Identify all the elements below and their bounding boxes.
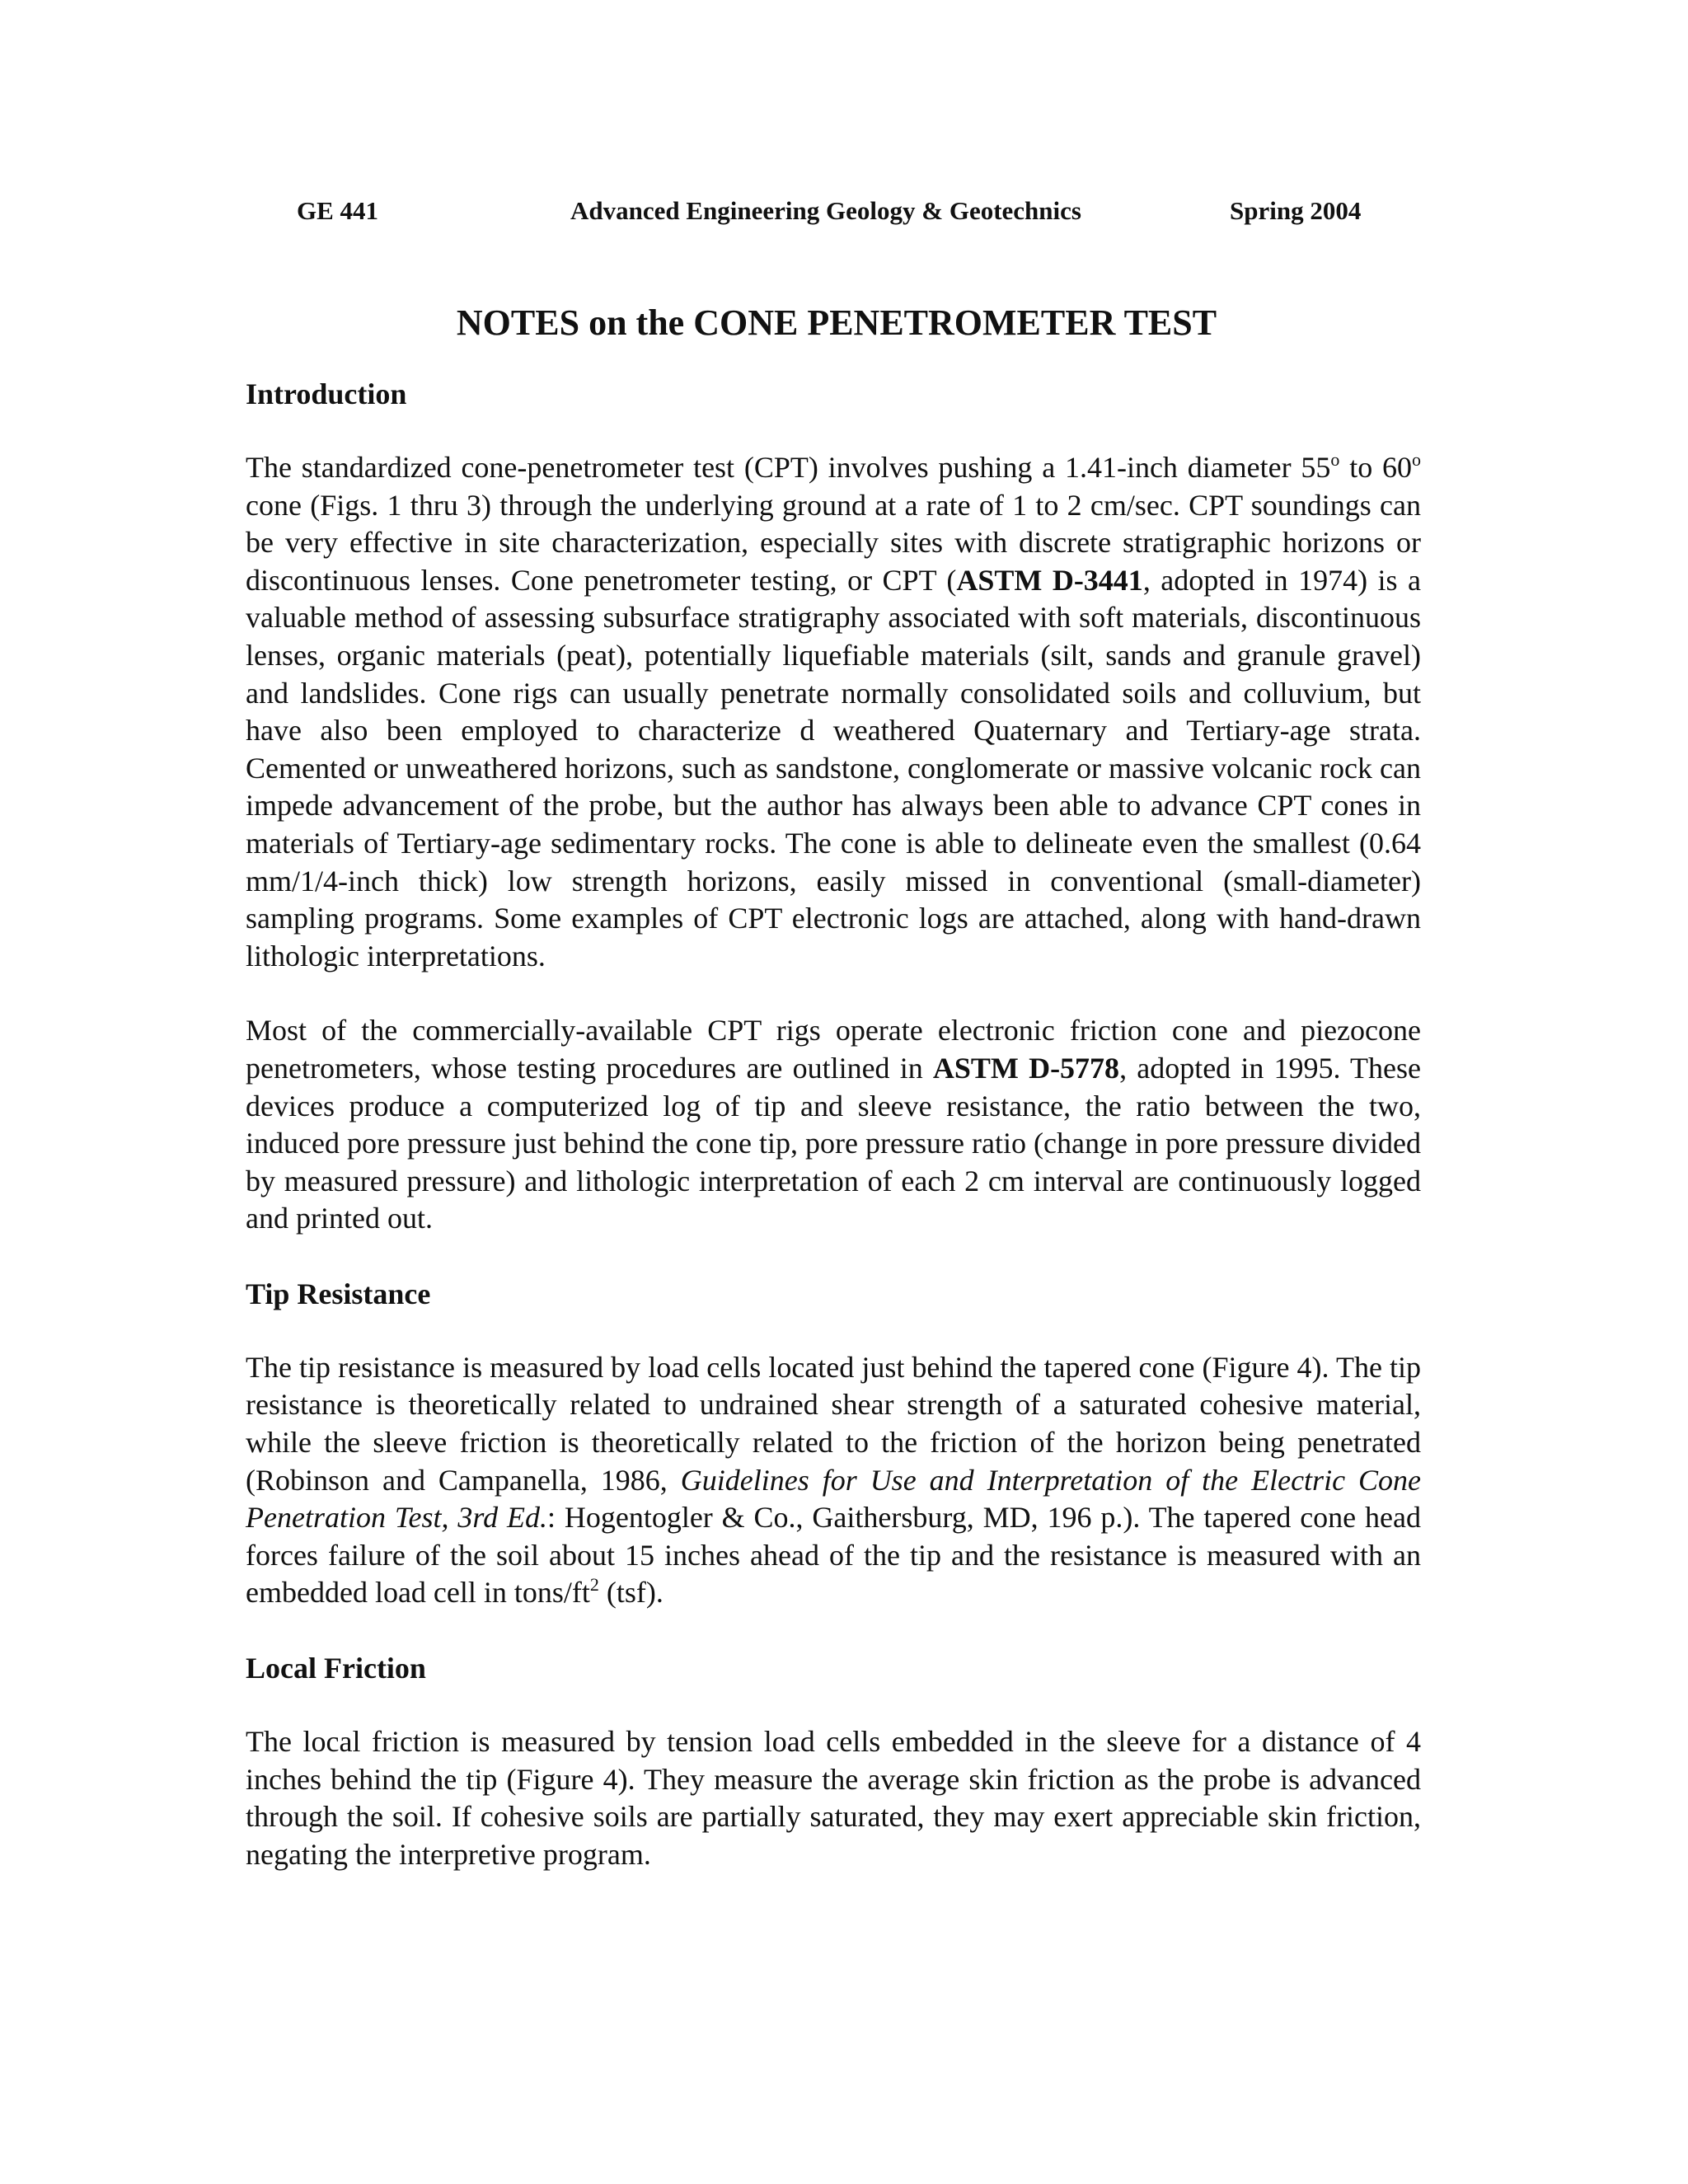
- paragraph-introduction-1: [246, 449, 1421, 975]
- paragraph-local-friction: The local friction is measured by tension load cells embedded in the sleeve for a distance of 4 inches behind the tip (Figure 4). They measure the average skin friction as the probe is advanced through the soil. If cohesive soils are partially saturated, they may exert appreciable skin friction, negating the interpretive program.: [246, 1725, 1421, 1871]
- term-label: Spring 2004: [1230, 196, 1362, 225]
- course-code: GE 441: [297, 196, 379, 225]
- paragraph-introduction-2: [246, 1012, 1421, 1238]
- section-heading-local-friction: Local Friction: [246, 1652, 426, 1685]
- text-run: Most of the commercially-available CPT rigs operate electronic friction cone and piezocone penetrometers, whose testing procedures are outlined in: [246, 1014, 1421, 1085]
- text-run: : Hogentogler & Co., Gaithersburg, MD, 196 p.). The tapered cone head forces failure of the soil about 15 inches ahead of the tip and the resistance is measured with an embedded load cell in tons/ft: [246, 1501, 1421, 1610]
- section-heading-introduction: Introduction: [246, 377, 407, 410]
- astm-reference: ASTM D-5778: [932, 1051, 1120, 1085]
- text-run: cone (Figs. 1 thru 3) through the underlying ground at a rate of 1 to 2 cm/sec. CPT soundings can be very effective in site characterization, especially sites with discrete stratigraphic horizons or discontinuous lenses. Cone penetrometer testing, or CPT (: [246, 488, 1421, 597]
- citation-title: Guidelines for Use and Interpretation of the Electric Cone Penetration Test, 3rd Ed.: [246, 1463, 1421, 1535]
- text-run: The tip resistance is measured by load cells located just behind the tapered cone (Figure 4). The tip resistance is theoretically related to undrained shear strength of a saturated cohesive material, while the sleeve friction is theoretically related to the friction of the horizon being penetrated (Robinson and Campanella, 1986,: [246, 1350, 1421, 1497]
- superscript-degree: o: [1412, 449, 1421, 470]
- text-run: , adopted in 1974) is a valuable method of assessing subsurface stratigraphy associated with soft materials, discontinuous lenses, organic materials (peat), potentially liquefiable materials (silt, sands and granule gravel) and landslides. Cone rigs can usually penetrate normally consolidated soils and colluvium, but have also been employed to characterize d weathered Quaternary and Tertiary-age strata. Cemented or unweathered horizons, such as sandstone, conglomerate or massive volcanic rock can impede advancement of the probe, but the author has always been able to advance CPT cones in materials of Tertiary-age sedimentary rocks. The cone is able to delineate even the smallest (0.64 mm/1/4-inch thick) low strength horizons, easily missed in conventional (small-diameter) sampling programs. Some examples of CPT electronic logs are attached, along with hand-drawn lithologic interpretations.: [246, 563, 1421, 972]
- text-run: (tsf).: [598, 1576, 663, 1610]
- course-title: Advanced Engineering Geology & Geotechnics: [570, 196, 1081, 225]
- superscript-degree: o: [1330, 449, 1340, 470]
- page-header: [0, 196, 1688, 229]
- document-body: [246, 375, 1421, 1910]
- text-run: The standardized cone-penetrometer test (CPT) involves pushing a 1.41-inch diameter 55: [246, 451, 1331, 484]
- section-heading-tip-resistance: Tip Resistance: [246, 1277, 431, 1310]
- text-run: to 60: [1339, 451, 1412, 484]
- astm-reference: ASTM D-3441: [956, 563, 1143, 597]
- paragraph-tip-resistance: [246, 1349, 1421, 1612]
- document-title: NOTES on the CONE PENETROMETER TEST: [456, 302, 1217, 343]
- text-run: , adopted in 1995. These devices produce a computerized log of tip and sleeve resistance, the ratio between the two, induced pore pressure just behind the cone tip, pore pressure ratio (change in pore pressure divided by measured pressure) and lithologic interpretation of each 2 cm interval are continuously logged and printed out.: [246, 1051, 1421, 1235]
- superscript-exponent: 2: [589, 1574, 599, 1596]
